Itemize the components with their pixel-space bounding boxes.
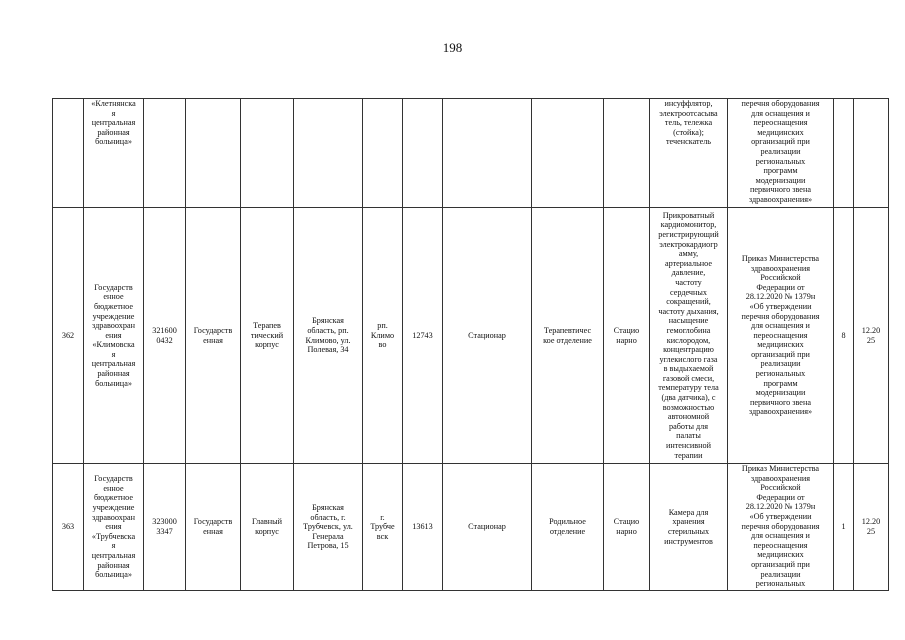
cell-condition: Стацио нарно xyxy=(604,208,650,464)
equipment-table xyxy=(52,98,889,591)
cell-care-type: Стационар xyxy=(443,464,532,591)
cell-address: Брянская область, рп. Климово, ул. Полевая, 34 xyxy=(294,208,363,464)
cell-date xyxy=(854,99,889,208)
cell-equipment: инсуффлятор, электроотсасыва тель, тележка (стойка); теченскатель xyxy=(650,99,728,208)
cell-locality xyxy=(363,99,403,208)
table-row xyxy=(53,464,889,591)
cell-qty xyxy=(834,99,854,208)
cell-locality: рп. Климо во xyxy=(363,208,403,464)
cell-code: 321600 0432 xyxy=(144,208,186,464)
cell-locality: г. Трубче вск xyxy=(363,464,403,591)
cell-order: Приказ Министерства здравоохранения Российской Федерации от 28.12.2020 № 1379н «Об утверждении перечня оборудования для оснащения и переоснащения медицинских организаций при реализации региональных xyxy=(728,464,834,591)
cell-form: Государств енная xyxy=(186,464,241,591)
cell-department: Терапевтичес кое отделение xyxy=(532,208,604,464)
cell-code xyxy=(144,99,186,208)
cell-order: Приказ Министерства здравоохранения Российской Федерации от 28.12.2020 № 1379н «Об утверждении перечня оборудования для оснащения и переоснащения медицинских организаций при реализации региональных программ модернизации первичного звена здравоохранения» xyxy=(728,208,834,464)
cell-department: Родильное отделение xyxy=(532,464,604,591)
cell-code: 323000 3347 xyxy=(144,464,186,591)
cell-org: Государств енное бюджетное учреждение здравоохран ения «Трубчевска я центральная районная больница» xyxy=(84,464,144,591)
cell-num: 362 xyxy=(53,208,84,464)
cell-equipment: Камера для хранения стерильных инструментов xyxy=(650,464,728,591)
cell-date: 12.20 25 xyxy=(854,208,889,464)
cell-building xyxy=(241,99,294,208)
page-number: 198 xyxy=(442,40,463,55)
cell-order: перечня оборудования для оснащения и переоснащения медицинских организаций при реализации региональных программ модернизации первичного звена здравоохранения» xyxy=(728,99,834,208)
cell-equipment: Прикроватный кардиомонитор, регистрирующий электрокардиогр амму, артериальное давление, частоту сердечных сокращений, частоту дыхания, насыщение гемоглобина кислородом, концентрацию углекислого газа в выдыхаемой газовой смеси, температуру тела (два датчика), с возможностью автономной работы для палаты интенсивной терапии xyxy=(650,208,728,464)
cell-address xyxy=(294,99,363,208)
cell-condition: Стацио нарно xyxy=(604,464,650,591)
cell-care-type: Стационар xyxy=(443,208,532,464)
cell-oktmo xyxy=(403,99,443,208)
cell-date: 12.20 25 xyxy=(854,464,889,591)
cell-department xyxy=(532,99,604,208)
cell-oktmo: 13613 xyxy=(403,464,443,591)
cell-address: Брянская область, г. Трубчевск, ул. Генерала Петрова, 15 xyxy=(294,464,363,591)
cell-building: Главный корпус xyxy=(241,464,294,591)
cell-num: 363 xyxy=(53,464,84,591)
cell-form xyxy=(186,99,241,208)
cell-org: «Клетнянска я центральная районная больница» xyxy=(84,99,144,208)
cell-qty: 8 xyxy=(834,208,854,464)
cell-qty: 1 xyxy=(834,464,854,591)
cell-care-type xyxy=(443,99,532,208)
cell-form: Государств енная xyxy=(186,208,241,464)
table-row xyxy=(53,99,889,208)
cell-building: Терапев тический корпус xyxy=(241,208,294,464)
cell-org: Государств енное бюджетное учреждение здравоохран ения «Климовска я центральная районная больница» xyxy=(84,208,144,464)
table-row xyxy=(53,208,889,464)
cell-condition xyxy=(604,99,650,208)
cell-oktmo: 12743 xyxy=(403,208,443,464)
cell-num xyxy=(53,99,84,208)
